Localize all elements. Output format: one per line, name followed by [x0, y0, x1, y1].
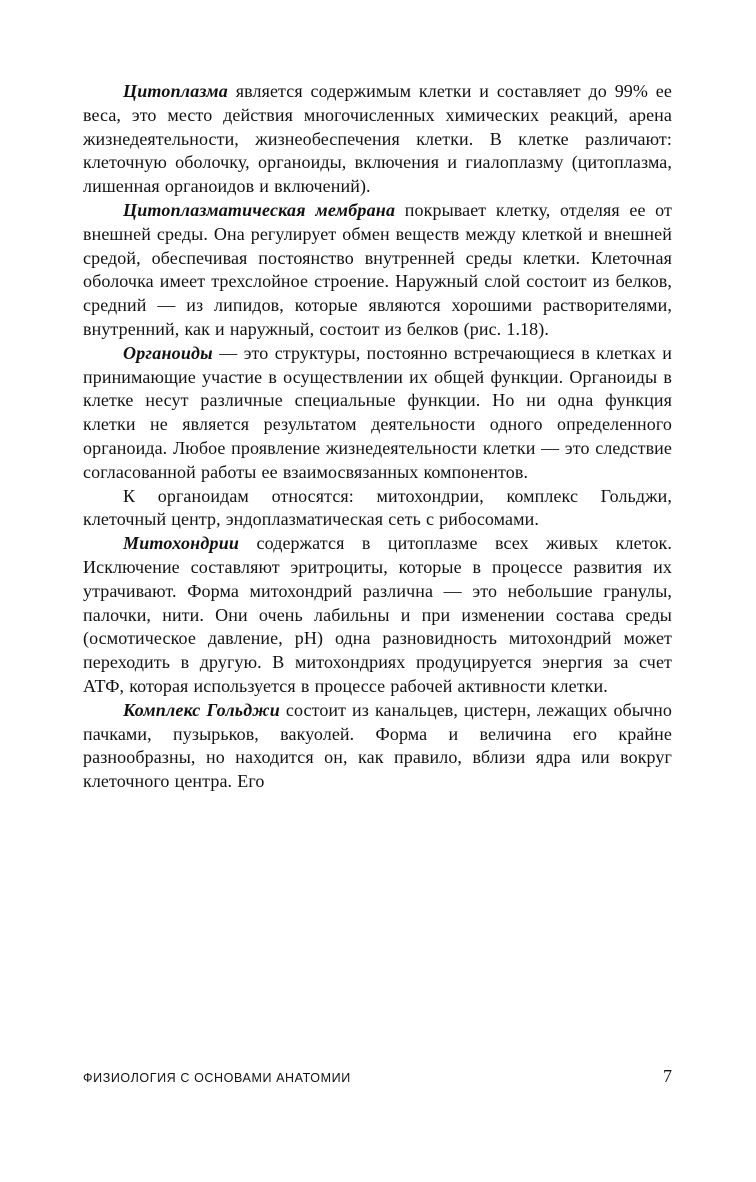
- running-title: ФИЗИОЛОГИЯ С ОСНОВАМИ АНАТОМИИ: [83, 1071, 351, 1085]
- paragraph-text: является содержимым клетки и составляет до 99% ее веса, это место действия многочисленных химических реакций, арена жизнедеятельности, жизнеобеспечения клетки. В клетке различают: клеточную оболочку, органоиды, включения и гиалоплазму (цитоплазма, лишенная органоидов и включений).: [83, 81, 672, 197]
- page-footer: [83, 1066, 672, 1087]
- paragraph-lead: Цитоплазма: [123, 81, 228, 101]
- paragraph: [83, 532, 672, 699]
- paragraph-text: — это структуры, постоянно встречающиеся в клетках и принимающие участие в осуществлении их общей функции. Органоиды в клетке несут различные специальные функции. Но ни одна функция клетки не является результатом деятельности одного определенного органоида. Любое проявление жизнедеятельности клетки — это следствие согласованной работы ее взаимосвязанных компонентов.: [83, 342, 672, 482]
- paragraph: [83, 80, 672, 199]
- paragraph-text: содержатся в цитоплазме всех живых клеток. Исключение составляют эритроциты, которые в процессе развития их утрачивают. Форма митохондрий различна — это небольшие гранулы, палочки, нити. Они очень лабильны и при изменении состава среды (осмотическое давление, pH) одна разновидность митохондрий может переходить в другую. В митохондриях продуцируется энергия за счет АТФ, которая используется в процессе рабочей активности клетки.: [83, 533, 672, 696]
- paragraph-lead: Митохондрии: [123, 533, 240, 554]
- paragraph-lead: Органоиды: [123, 342, 213, 363]
- paragraph: [83, 199, 672, 342]
- paragraph-text: состоит из канальцев, цистерн, лежащих обычно пачками, пузырьков, вакуолей. Форма и величина его крайне разнообразны, но находится он, как правило, вблизи ядра или вокруг клеточного центра. Его: [83, 699, 672, 792]
- paragraph-text: покрывает клетку, отделяя ее от внешней среды. Она регулирует обмен веществ между клеткой и внешней средой, обеспечивая постоянство внутренней среды клетки. Клеточная оболочка имеет трехслойное строение. Наружный слой состоит из белков, средний — из липидов, которые являются хорошими растворителями, внутренний, как и наружный, состоит из белков (рис. 1.18).: [83, 199, 672, 339]
- body-text: [83, 80, 672, 794]
- paragraph: [83, 485, 672, 533]
- paragraph-lead: Цитоплазматическая мембрана: [123, 199, 396, 220]
- paragraph-lead: Комплекс Гольджи: [123, 699, 280, 720]
- paragraph: [83, 342, 672, 485]
- paragraph-text: К органоидам относятся: митохондрии, комплекс Гольджи, клеточный центр, эндоплазматическая сеть с рибосомами.: [83, 485, 672, 530]
- paragraph: [83, 699, 672, 794]
- page-number: 7: [663, 1066, 672, 1086]
